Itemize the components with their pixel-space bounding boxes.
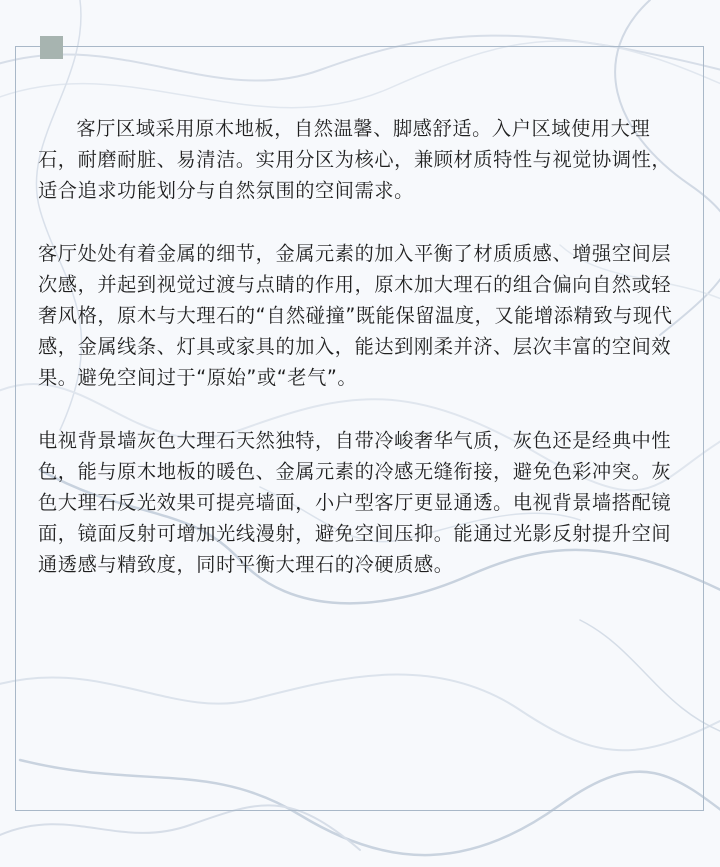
paragraph-metal-details: 客厅处处有着金属的细节，金属元素的加入平衡了材质质感、增强空间层次感，并起到视觉过渡与点睛的作用，原木加大理石的组合偏向自然或轻奢风格，原木与大理石的“自然碰撞”既能保留温度，又能增添精致与现代感，金属线条、灯具或家具的加入，能达到刚柔并济、层次丰富的空间效果。避免空间过于“原始”或“老气”。: [38, 241, 673, 390]
paragraph-tv-wall: 电视背景墙灰色大理石天然独特，自带冷峻奢华气质，灰色还是经典中性色，能与原木地板的暖色、金属元素的冷感无缝衔接，避免色彩冲突。灰色大理石反光效果可提亮墙面，小户型客厅更显通透。电视背景墙搭配镜面，镜面反射可增加光线漫射，避免空间压抑。能通过光影反射提升空间通透感与精致度，同时平衡大理石的冷硬质感。: [38, 428, 672, 577]
marble-vein-11: [0, 805, 360, 850]
corner-square-decoration: [40, 36, 63, 59]
article-body: [38, 113, 684, 581]
paragraph-living-room-materials: 客厅区域采用原木地板，自然温馨、脚感舒适。入户区域使用大理石，耐磨耐脏、易清洁。实用分区为核心，兼顾材质特性与视觉协调性，适合追求功能划分与自然氛围的空间需求。: [38, 117, 672, 203]
